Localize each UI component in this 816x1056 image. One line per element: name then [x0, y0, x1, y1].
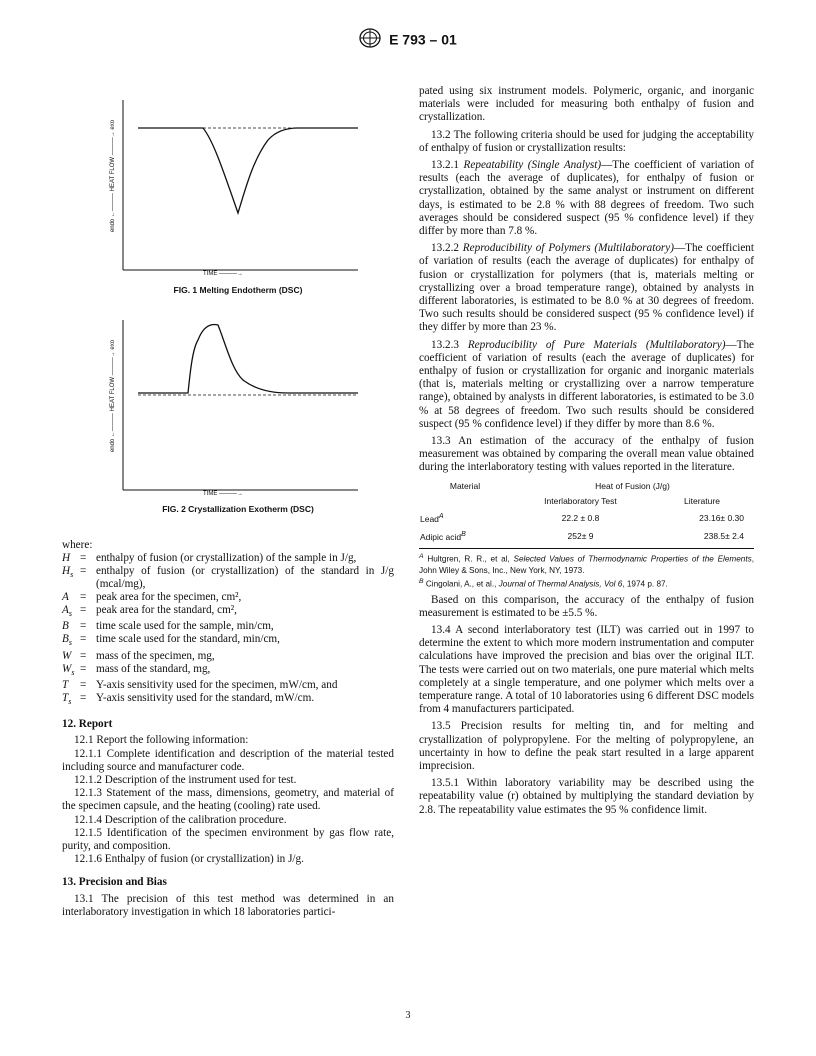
where-symbol: $A_s$: [62, 604, 72, 619]
fig1-y-label: endo ←——— HEAT FLOW ———→ exo: [110, 119, 116, 233]
where-equals: =: [80, 552, 87, 565]
where-definition: [62, 663, 394, 679]
material-cell: Adipic acid$^B$: [420, 530, 466, 542]
where-equals: =: [80, 649, 87, 662]
where-equals: =: [80, 691, 87, 704]
where-symbol: $H_s$: [62, 565, 74, 580]
where-definition: [62, 591, 394, 604]
where-symbol: $W_s$: [62, 662, 75, 677]
where-meaning: peak area for the standard, cm²,: [96, 604, 237, 617]
astm-logo-icon: [359, 28, 381, 51]
where-equals: =: [80, 565, 87, 578]
col-header-ilt: Interlaboratory Test: [544, 495, 617, 506]
para-12-1: 12.1 Report the following information:: [74, 734, 249, 747]
para-13-2-3: 13.2.3 Reproducibility of Pure Materials (Multilaboratory)—The coefficient of variation of results (each the average of duplicates) for enthalpy of fusion or crystallization for organic and inorganic materials (that is, materials melting or crystallizing over a narrow temperature range), obtained by analysts in different laboratories, is estimated to be 3.0 % at 58 degrees of freedom. Two such results should be considered suspect (95 % confidence level) if they differ by more than 8.6 %.: [419, 338, 755, 430]
para-12-1-4: 12.1.4 Description of the calibration procedure.: [74, 813, 287, 826]
section-13-title: 13. Precision and Bias: [62, 876, 167, 889]
where-meaning: mass of the specimen, mg,: [96, 649, 215, 662]
where-equals: =: [80, 662, 87, 675]
fig2-caption: FIG. 2 Crystallization Exotherm (DSC): [162, 504, 314, 514]
figure-1: [108, 95, 368, 295]
where-definition: [62, 620, 394, 633]
literature-value-cell: 238.5± 2.4: [703, 530, 744, 541]
para-12-1-6: 12.1.6 Enthalpy of fusion (or crystallization) in J/g.: [74, 853, 304, 866]
where-definition: [62, 552, 394, 565]
table-row: [419, 509, 754, 527]
ilt-value-cell: 252± 9: [567, 530, 594, 541]
where-symbol: $T_s$: [62, 691, 72, 707]
para-13-2-1: 13.2.1 Repeatability (Single Analyst)—The coefficient of variation of results (each the average of duplicates), for enthalpy of fusion or crystallization, obtained by the same analyst or instrument on different days, is estimated to be 2.8 % with 88 degrees of freedom. Two such averages should be considered suspect (95 % confidence level) if they differ by more than 7.8 %.: [419, 159, 754, 238]
footnote-b: $^B$ Cingolani, A., et al., Journal of Thermal Analysis, Vol 6, 1974 p. 87.: [419, 577, 668, 589]
para-12-1-2: 12.1.2 Description of the instrument used for test.: [74, 773, 297, 786]
where-symbol: B: [62, 620, 69, 633]
para-13-4: 13.4 A second interlaboratory test (ILT) was carried out in 1997 to determine the extent to which more modern instrumentation and computer calculations have improved the precision and bias over the original ILT. The tests were carried out on two materials, one pure material which melts completely at a single temperature, and one polymer which melts over a temperature range. A total of 10 laboratories using 6 different DSC models from 4 manufacturers participated.: [419, 624, 754, 716]
where-equals: =: [80, 620, 87, 633]
figure-2: [108, 315, 368, 515]
fig1-x-label: TIME ———→: [203, 271, 243, 277]
where-meaning: peak area for the specimen, cm²,: [96, 591, 242, 604]
where-meaning: Y-axis sensitivity used for the specimen, mW/cm, and: [96, 678, 338, 691]
where-list: [62, 552, 394, 708]
melting-endotherm-plot: [108, 95, 368, 280]
right-column: [419, 85, 754, 817]
col-header-group: Heat of Fusion (J/g): [595, 480, 670, 491]
where-equals: =: [80, 591, 87, 604]
where-equals: =: [80, 633, 87, 646]
where-definition: [62, 604, 394, 620]
fig2-y-label: endo ←——— HEAT FLOW ———→ exo: [110, 339, 116, 453]
where-equals: =: [80, 604, 87, 617]
where-meaning: mass of the standard, mg,: [96, 662, 211, 675]
para-13-1: 13.1 The precision of this test method was determined in an interlaboratory investigation in which 18 laboratories partici-: [62, 892, 394, 918]
para-accuracy: Based on this comparison, the accuracy of the enthalpy of fusion measurement is estimated to be ±5.5 %.: [419, 593, 754, 619]
fig2-x-label: TIME ———→: [203, 491, 243, 497]
where-symbol: W: [62, 649, 72, 662]
para-13-2-2: 13.2.2 Reproducibility of Polymers (Multilaboratory)—The coefficient of variation of results (each the average of duplicates) for enthalpy of fusion or crystallization for polymers (that is, materials melting or crystallizing over a broad temperature range), obtained by analysts in different laboratories, is estimated to be 8.0 % at 30 degrees of freedom. Two such results should be considered suspect (95 % confidence level) if they differ by more than 23 %.: [419, 242, 754, 334]
table-row: [419, 527, 754, 545]
fig1-caption: FIG. 1 Melting Endotherm (DSC): [173, 285, 303, 295]
section-12-title: 12. Report: [62, 718, 113, 731]
para-12-1-1: 12.1.1 Complete identification and description of the material tested including source and manufacturer code.: [62, 747, 394, 773]
para-13-5-1: 13.5.1 Within laboratory variability may be described using the repeatability value (r) obtained by multiplying the standard deviation by 2.8. The repeatability value estimates the 95 % confidence limit.: [419, 777, 754, 816]
ilt-value-cell: 22.2 ± 0.8: [561, 512, 600, 523]
where-meaning: enthalpy of fusion (or crystallization) of the standard in J/g (mcal/mg),: [96, 565, 394, 591]
crystallization-exotherm-plot: [108, 315, 368, 500]
literature-value-cell: 23.16± 0.30: [699, 512, 744, 523]
where-equals: =: [80, 678, 87, 691]
where-meaning: enthalpy of fusion (or crystallization) of the sample in J/g,: [96, 552, 357, 565]
material-cell: Lead$^A$: [420, 512, 444, 524]
para-13-5: 13.5 Precision results for melting tin, and for melting and crystallization of polypropylene. For the melting of polypropylene, an uncertainty in how to define the peak start resulted in a large apparent imprecision.: [419, 720, 754, 773]
col-header-literature: Literature: [684, 495, 720, 506]
left-column: [62, 539, 394, 919]
para-13-3: 13.3 An estimation of the accuracy of the enthalpy of fusion measurement was obtained by comparing the overall mean value obtained during the interlaboratory testing with values reported in the literature.: [419, 435, 754, 474]
where-definition: [62, 633, 394, 649]
page-header: [0, 28, 816, 51]
heat-of-fusion-table: [419, 479, 754, 545]
col-header-material: Material: [449, 480, 481, 491]
where-meaning: time scale used for the standard, min/cm,: [96, 633, 280, 646]
footnote-a: $^A$ Hultgren, R. R., et al, Selected Values of Thermodynamic Properties of the Elements, John Wiley & Sons, Inc., New York, NY, 1973.: [419, 553, 754, 575]
para-13-2: 13.2 The following criteria should be used for judging the acceptability of enthalpy of fusion or crystallization results:: [419, 128, 754, 154]
where-meaning: time scale used for the sample, min/cm,: [96, 620, 274, 633]
where-definition: [62, 565, 394, 591]
para-13-1-cont: pated using six instrument models. Polymeric, organic, and inorganic materials were included for measuring both enthalpy of fusion and crystallization.: [419, 85, 754, 124]
where-symbol: T: [62, 678, 69, 691]
para-12-1-5: 12.1.5 Identification of the specimen environment by gas flow rate, purity, and composition.: [62, 826, 394, 852]
para-12-1-3: 12.1.3 Statement of the mass, dimensions, geometry, and material of the specimen capsule, and the heating (cooling) rate used.: [62, 787, 394, 813]
designation: E 793 – 01: [389, 31, 457, 48]
where-definition: [62, 650, 394, 663]
where-meaning: Y-axis sensitivity used for the standard, mW/cm.: [96, 691, 315, 704]
where-definition: [62, 679, 394, 692]
where-symbol: $B_s$: [62, 633, 72, 648]
where-symbol: A: [62, 591, 69, 604]
where-symbol: H: [62, 552, 71, 565]
page-number: 3: [405, 1010, 411, 1021]
where-definition: [62, 692, 394, 708]
where-intro: where:: [62, 539, 93, 551]
table-footnotes: [419, 548, 754, 589]
